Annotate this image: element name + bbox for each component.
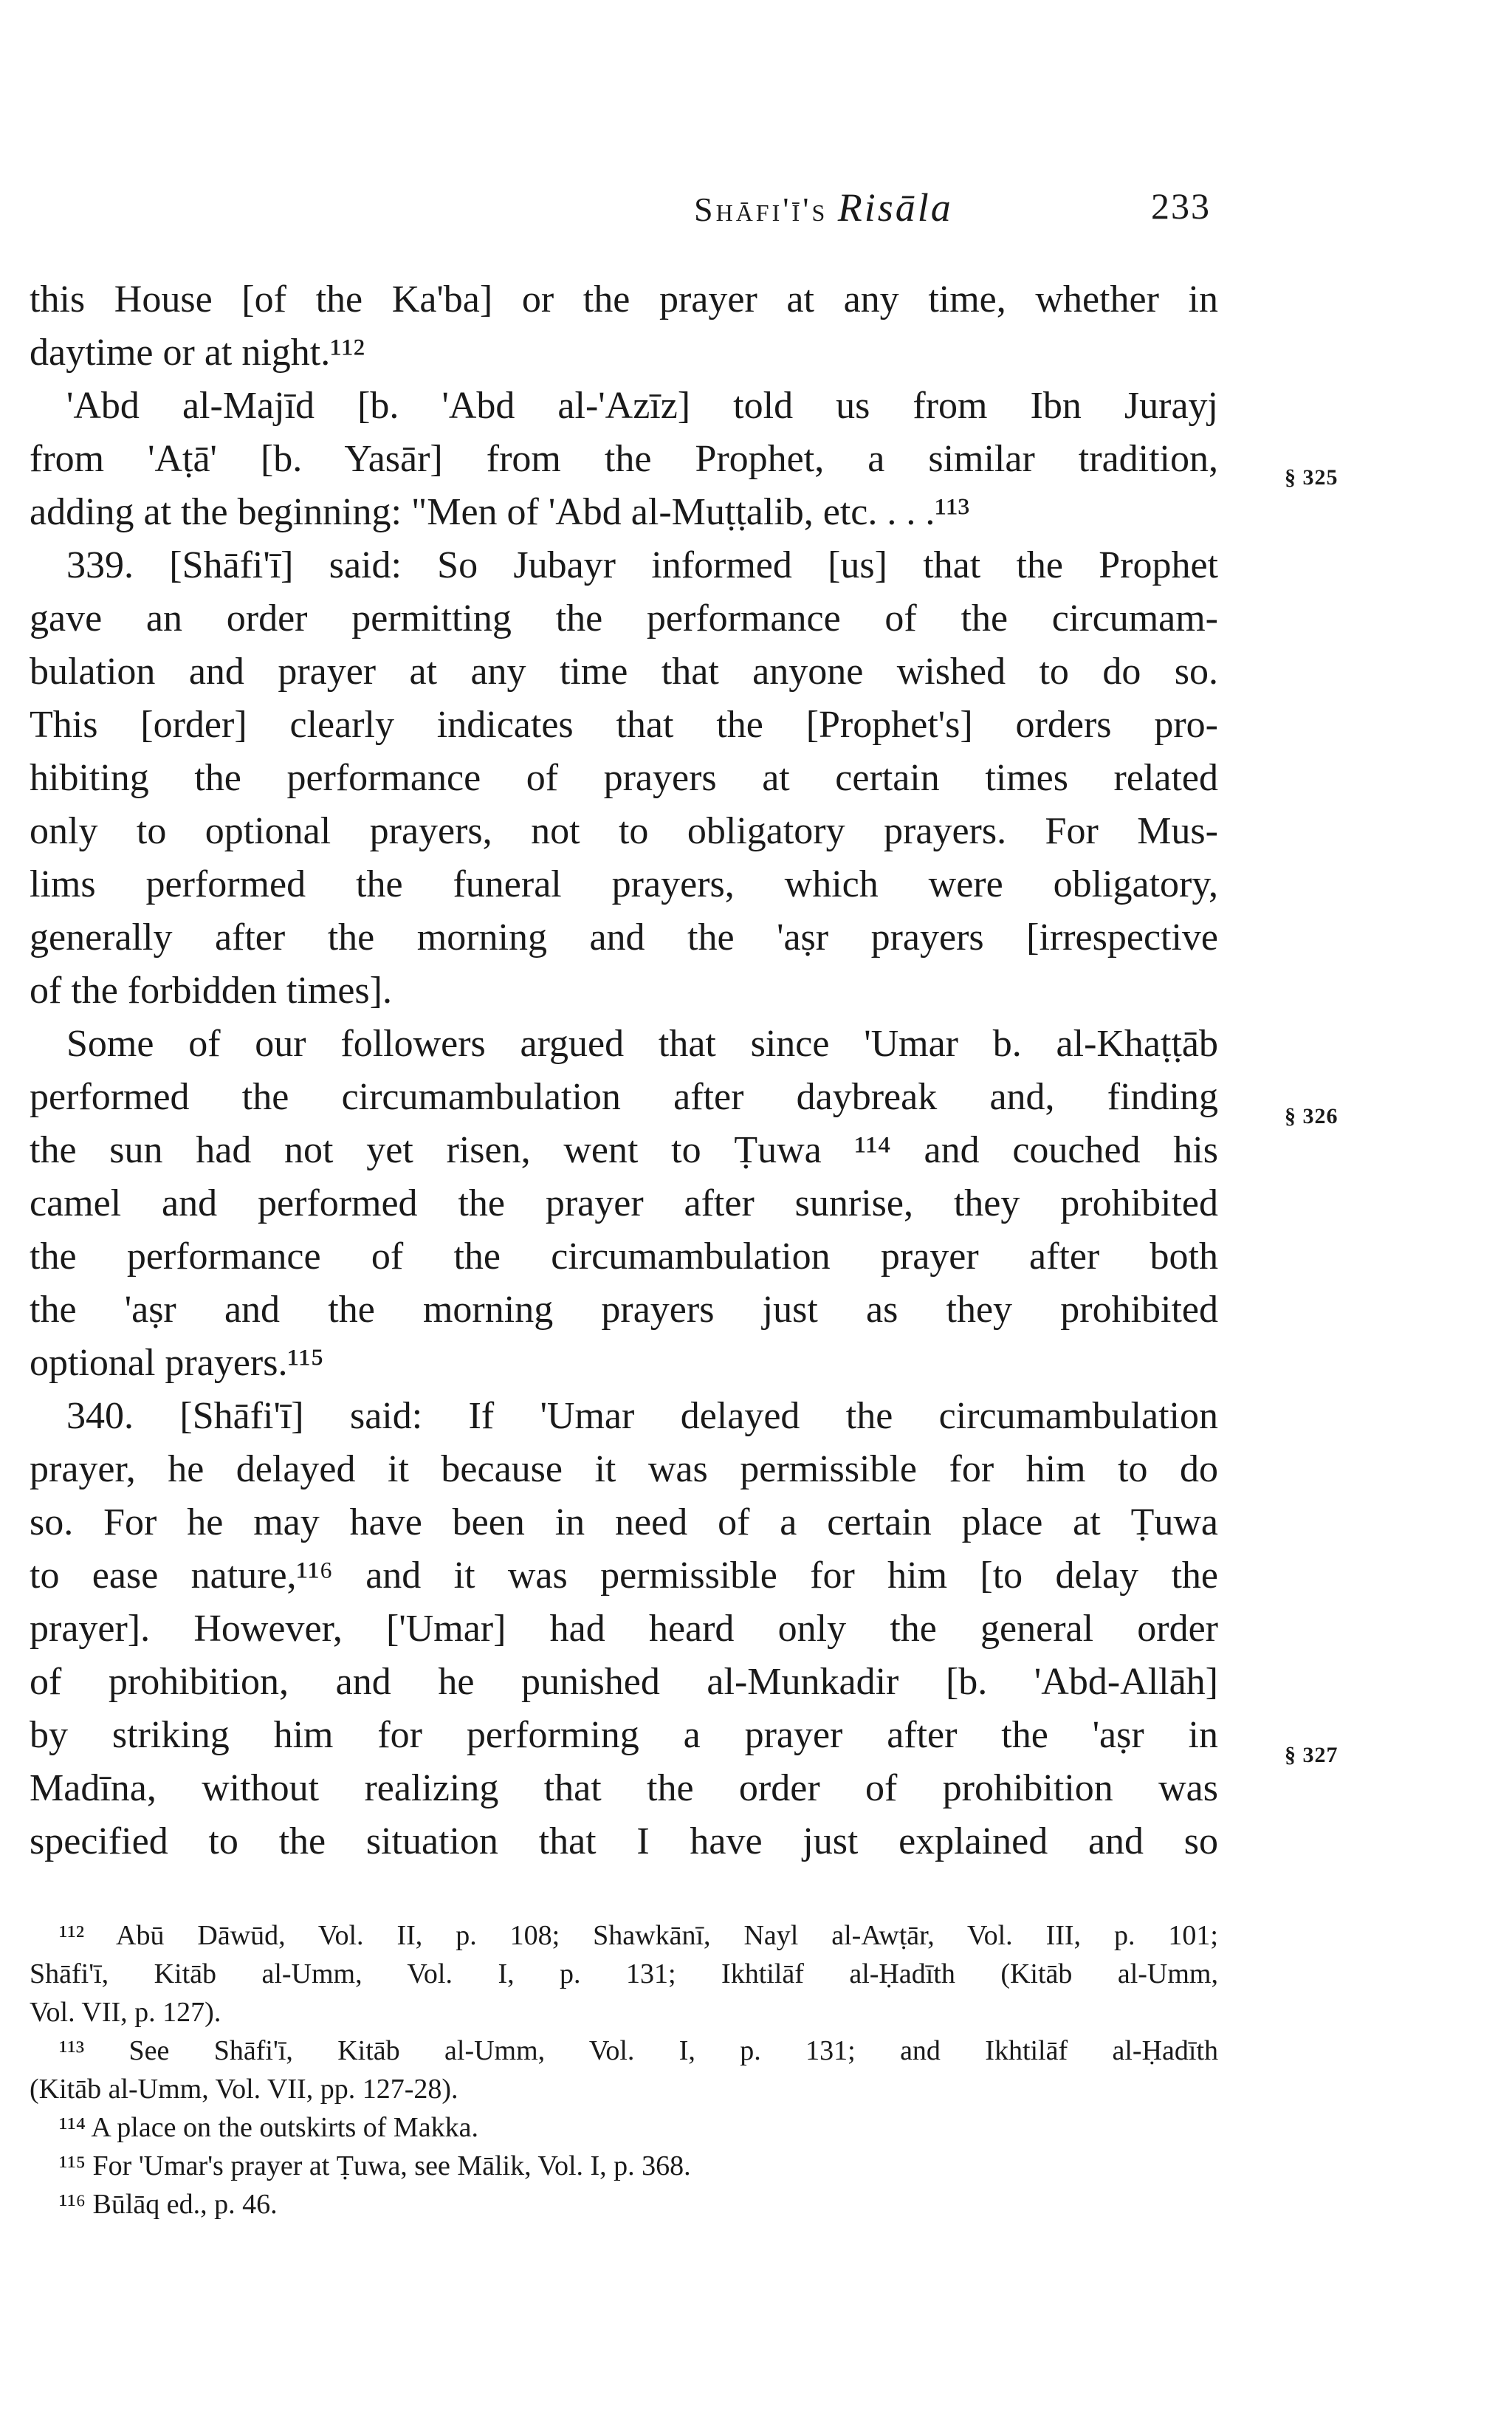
text-line: the sun had not yet risen, went to Ṭuwa ¹¹⁴ and couched his bbox=[30, 1129, 1218, 1171]
text-line: to ease nature,¹¹⁶ and it was permissible for him [to delay the bbox=[30, 1554, 1218, 1597]
text-line: camel and performed the prayer after sunrise, they prohibited bbox=[30, 1182, 1218, 1224]
footnote-line: ¹¹⁵ For 'Umar's prayer at Ṭuwa, see Mālik, Vol. I, p. 368. bbox=[59, 2150, 691, 2181]
footnote-line: ¹¹² Abū Dāwūd, Vol. II, p. 108; Shawkānī, Nayl al-Awṭār, Vol. III, p. 101; bbox=[59, 1920, 1218, 1951]
footnotes bbox=[30, 1916, 1218, 2224]
running-head-author: Shāfi'ī's bbox=[694, 191, 828, 228]
text-line: the performance of the circumambulation prayer after both bbox=[30, 1235, 1218, 1278]
text-line: the 'aṣr and the morning prayers just as they prohibited bbox=[30, 1289, 1218, 1331]
text-line: of the forbidden times]. bbox=[30, 970, 392, 1012]
text-line: 'Abd al-Majīd [b. 'Abd al-'Azīz] told us from Ibn Jurayj bbox=[66, 385, 1218, 427]
text-line: Madīna, without realizing that the order of prohibition was bbox=[30, 1767, 1218, 1809]
running-head bbox=[694, 185, 1211, 236]
footnote-line: (Kitāb al-Umm, Vol. VII, pp. 127-28). bbox=[30, 2074, 458, 2105]
text-line: hibiting the performance of prayers at certain times related bbox=[30, 757, 1218, 799]
text-line: performed the circumambulation after daybreak and, finding bbox=[30, 1076, 1218, 1118]
footnote-line: ¹¹³ See Shāfi'ī, Kitāb al-Umm, Vol. I, p. 131; and Ikhtilāf al-Ḥadīth bbox=[59, 2035, 1218, 2066]
margin-section-ref: § 326 bbox=[1285, 1104, 1339, 1128]
text-line: so. For he may have been in need of a certain place at Ṭuwa bbox=[30, 1501, 1218, 1543]
body-text bbox=[30, 273, 1218, 1868]
text-line: Some of our followers argued that since 'Umar b. al-Khaṭṭāb bbox=[66, 1023, 1218, 1065]
page-number: 233 bbox=[1151, 185, 1211, 227]
text-line: only to optional prayers, not to obligatory prayers. For Mus- bbox=[30, 810, 1218, 852]
footnote-line: ¹¹⁴ A place on the outskirts of Makka. bbox=[59, 2112, 478, 2143]
footnote-line: Shāfi'ī, Kitāb al-Umm, Vol. I, p. 131; Ikhtilāf al-Ḥadīth (Kitāb al-Umm, bbox=[30, 1958, 1218, 1989]
text-line: optional prayers.¹¹⁵ bbox=[30, 1342, 324, 1384]
text-line: gave an order permitting the performance of the circumam- bbox=[30, 597, 1218, 640]
text-line: from 'Aṭā' [b. Yasār] from the Prophet, a similar tradition, bbox=[30, 438, 1218, 480]
text-line: This [order] clearly indicates that the [Prophet's] orders pro- bbox=[30, 704, 1218, 746]
text-line: prayer, he delayed it because it was permissible for him to do bbox=[30, 1448, 1218, 1490]
text-line: prayer]. However, ['Umar] had heard only the general order bbox=[30, 1608, 1218, 1650]
footnote-line: Vol. VII, p. 127). bbox=[30, 1997, 221, 2028]
text-line: by striking him for performing a prayer after the 'aṣr in bbox=[30, 1714, 1218, 1756]
text-line: this House [of the Ka'ba] or the prayer at any time, whether in bbox=[30, 278, 1218, 320]
margin-section-ref: § 325 bbox=[1285, 465, 1339, 490]
text-line: of prohibition, and he punished al-Munkadir [b. 'Abd-Allāh] bbox=[30, 1661, 1218, 1703]
text-line: bulation and prayer at any time that anyone wished to do so. bbox=[30, 651, 1218, 693]
footnote-line: ¹¹⁶ Būlāq ed., p. 46. bbox=[59, 2189, 278, 2220]
text-line: adding at the beginning: "Men of 'Abd al-Muṭṭalib, etc. . . .¹¹³ bbox=[30, 491, 970, 533]
text-line: generally after the morning and the 'aṣr prayers [irrespective bbox=[30, 916, 1218, 959]
text-line: daytime or at night.¹¹² bbox=[30, 332, 365, 374]
text-line: 339. [Shāfi'ī] said: So Jubayr informed [us] that the Prophet bbox=[66, 544, 1218, 586]
running-head-title: Risāla bbox=[837, 185, 953, 230]
margin-section-ref: § 327 bbox=[1285, 1743, 1339, 1767]
text-line: lims performed the funeral prayers, which were obligatory, bbox=[30, 863, 1218, 905]
text-line: specified to the situation that I have just explained and so bbox=[30, 1820, 1218, 1862]
text-line: 340. [Shāfi'ī] said: If 'Umar delayed the circumambulation bbox=[66, 1395, 1218, 1437]
